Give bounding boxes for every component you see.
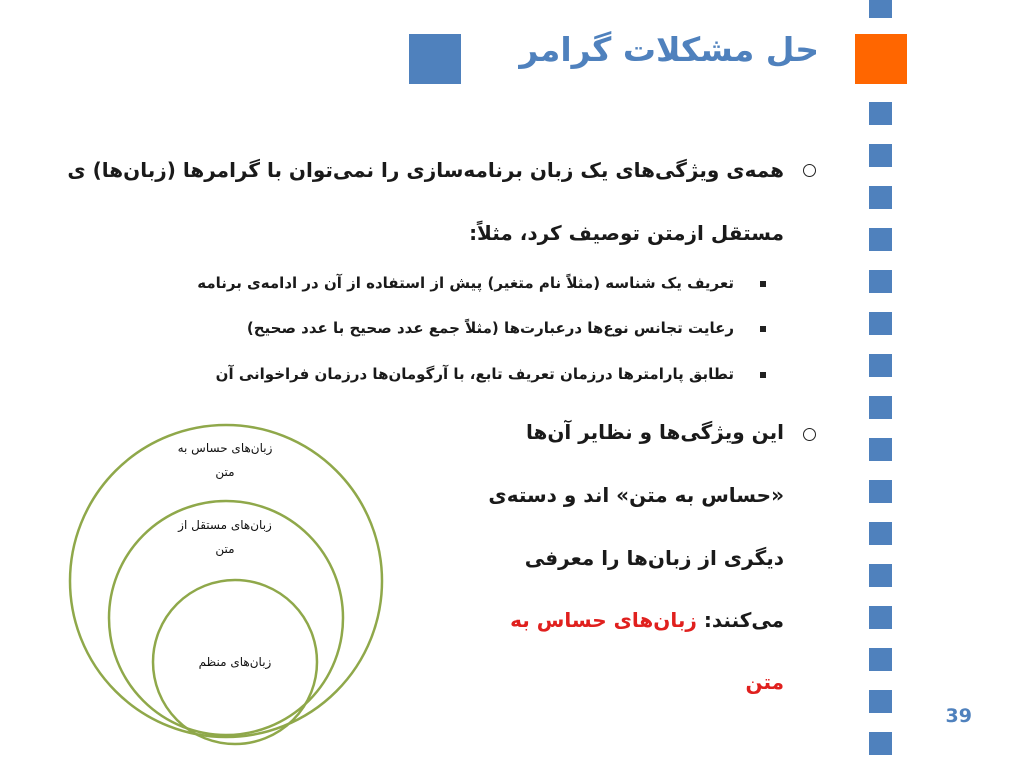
outer-label-line1: زبان‌های حساس به — [177, 441, 273, 455]
circle-bullet — [803, 428, 816, 441]
decorative-square — [869, 606, 892, 629]
bullet2-line1: این ویژگی‌ها و نظایر آن‌ها — [525, 420, 784, 444]
sub-item-3: تطابق پارامترها درزمان تعریف تابع، با آرگومان‌ها درزمان فراخوانی آن — [215, 365, 734, 383]
bullet2-line4 — [510, 608, 784, 632]
decorative-square — [869, 228, 892, 251]
decorative-square — [869, 522, 892, 545]
middle-label-line1: زبان‌های مستقل از — [178, 518, 272, 532]
decorative-square — [869, 312, 892, 335]
bullet1-line2: مستقل ازمتن توصیف کرد، مثلاً: — [469, 221, 784, 245]
decorative-square — [869, 564, 892, 587]
sub-item-2: رعایت تجانس نوع‌ها درعبارت‌ها (مثلاً جمع عدد صحیح با عدد صحیح) — [246, 319, 734, 337]
bullet2-line3: دیگری از زبان‌ها را معرفی — [524, 546, 784, 570]
slide-title: حل مشکلات گرامر — [519, 30, 819, 69]
bullet2-line2: «حساس به متن» اند و دسته‌ی — [488, 483, 784, 507]
decorative-square — [869, 270, 892, 293]
decorative-square — [869, 438, 892, 461]
square-bullet — [760, 326, 766, 332]
inner-circle-label: زبان‌های منظم — [198, 655, 272, 669]
outer-label-line2: متن — [215, 465, 235, 479]
outer-circle-label — [150, 436, 300, 484]
decorative-square — [869, 0, 892, 18]
bullet2-line4-prefix: می‌کنند: — [696, 608, 784, 632]
accent-square-orange — [855, 34, 907, 84]
decorative-square — [869, 690, 892, 713]
bullet2-line5: متن — [745, 670, 784, 694]
decorative-square — [869, 732, 892, 755]
square-bullet — [760, 372, 766, 378]
highlight-term: زبان‌های حساس به — [510, 608, 697, 632]
decorative-square — [869, 186, 892, 209]
title-accent-square — [409, 34, 461, 84]
sub-item-1: تعریف یک شناسه (مثلاً نام متغیر) پیش از استفاده از آن در ادامه‌ی برنامه — [197, 274, 734, 292]
bullet1-line1: همه‌ی ویژگی‌های یک زبان برنامه‌سازی را نمی‌توان با گرامرها (زبان‌ها) ی — [67, 158, 784, 182]
decorative-square — [869, 144, 892, 167]
decorative-square — [869, 396, 892, 419]
page-number: 39 — [945, 705, 972, 727]
middle-label-line2: متن — [215, 542, 235, 556]
decorative-square — [869, 102, 892, 125]
circle-bullet — [803, 164, 816, 177]
decorative-square — [869, 648, 892, 671]
middle-circle-label — [150, 513, 300, 561]
decorative-square — [869, 480, 892, 503]
decorative-square — [869, 354, 892, 377]
square-bullet — [760, 281, 766, 287]
